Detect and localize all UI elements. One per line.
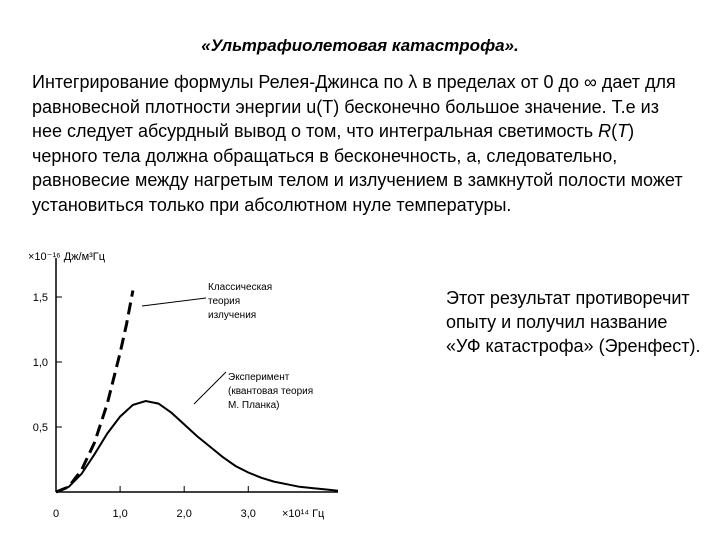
main-paragraph [32,70,692,217]
annotation-classic-line-3: излучения [208,310,257,321]
annotation-classic [142,282,272,321]
x-axis-label: ×10¹⁴ Гц [282,508,325,520]
x-ticks [53,486,256,520]
classic-theory-curve [56,291,133,493]
spectrum-chart [0,240,360,540]
x-tick-label: 2,0 [176,508,192,520]
x-tick-label: 0 [52,508,60,520]
annotation-classic-line-1: Классическая [208,282,273,293]
para-symbol-r: R [598,121,612,141]
annotation-experiment-pointer [194,372,226,404]
annotation-experiment-line-1: Эксперимент [228,372,290,383]
side-note: Этот результат противоречит опыту и получил название «УФ катастрофа» (Эренфест). [446,288,701,356]
x-tick-label: 3,0 [240,508,256,520]
para-text-1: Интегрирование формулы Релея-Джинса по λ в пределах от 0 до ∞ дает для равновесной плотности энергии u(T) бесконечно большое значение. Т.е из нее следует абсурдный вывод о том, что интегральная светимость [32,72,676,141]
para-text-2: ( [611,121,618,141]
y-ticks [33,292,62,434]
para-symbol-t: T [617,121,629,141]
x-tick-label: 1,0 [112,508,128,520]
slide-title: «Ультрафиолетовая катастрофа». [201,36,519,55]
y-tick-label: 1,5 [32,292,48,304]
annotation-experiment-line-2: (квантовая теория [228,386,314,397]
y-tick-label: 0,5 [32,422,48,434]
annotation-experiment [194,372,313,411]
experiment-curve [56,401,338,492]
annotation-classic-line-2: теория [208,296,241,307]
para-text-3: ) черного тела должна обращаться в бесконечность, а, следовательно, равновесие между нагретым телом и излучением в замкнутой полости может установиться только при абсолютном нуле температуры. [32,121,683,215]
annotation-experiment-line-3: М. Планка) [228,400,280,411]
y-axis-label: ×10⁻¹⁶ Дж/м³Гц [28,251,106,263]
y-tick-label: 1,0 [32,357,48,369]
axes [56,258,338,492]
annotation-classic-pointer [142,298,206,306]
